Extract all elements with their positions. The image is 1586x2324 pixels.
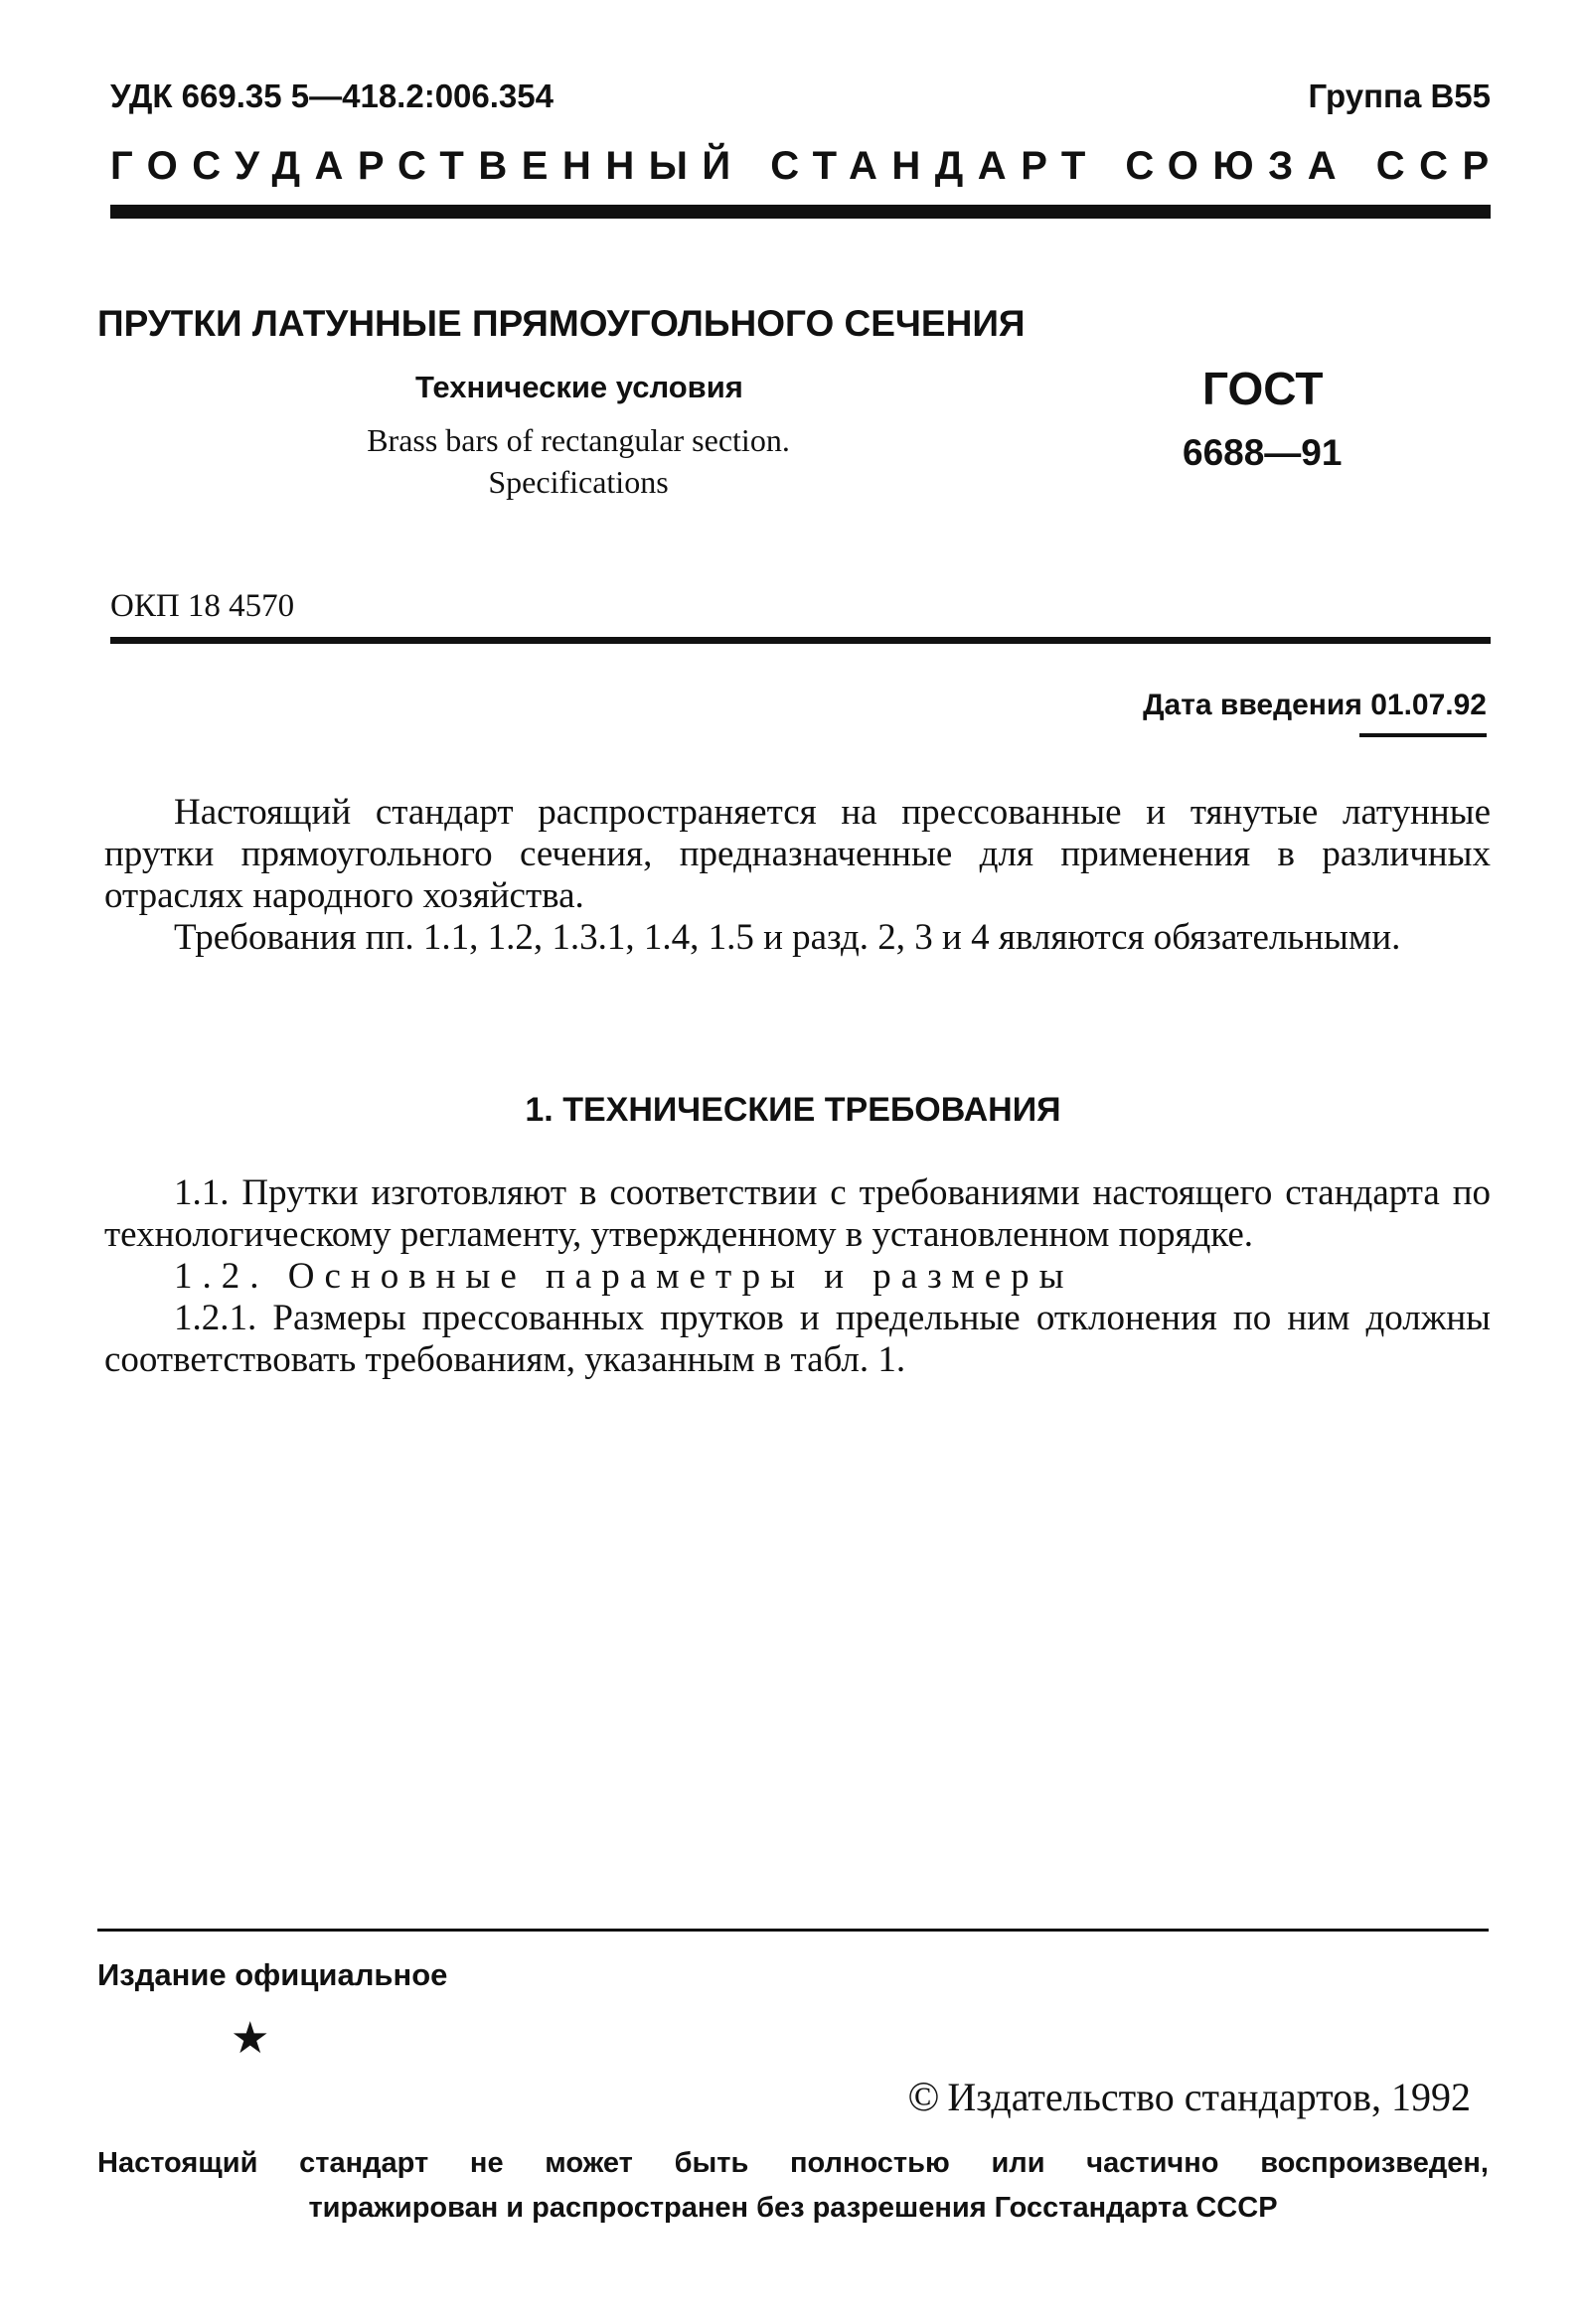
udk-code: УДК 669.35 5—418.2:006.354 bbox=[110, 77, 554, 114]
subtitle-russian: Технические условия bbox=[415, 370, 743, 404]
introduction-date: Дата введения 01.07.92 bbox=[1143, 689, 1487, 721]
clause-1-2-1: 1.2.1. Размеры прессованных прутков и предельные отклонения по ним должны соответствовать требованиям, указанным в табл. 1. bbox=[104, 1298, 1491, 1380]
gost-number: 6688—91 bbox=[1183, 432, 1343, 473]
subtitle-english-line-2: Specifications bbox=[488, 464, 669, 500]
state-standard-banner: ГОСУДАРСТВЕННЫЙ СТАНДАРТ СОЮЗА ССР bbox=[110, 144, 1504, 188]
copyright-icon: © bbox=[907, 2075, 940, 2120]
intro-block bbox=[104, 792, 1491, 959]
subtitle-english bbox=[300, 419, 857, 503]
requirements-block bbox=[104, 1172, 1491, 1381]
okp-rule bbox=[110, 637, 1491, 644]
group-code: Группа В55 bbox=[1308, 77, 1491, 114]
header-rule bbox=[110, 205, 1491, 219]
copyright-line bbox=[907, 2074, 1471, 2121]
date-underline bbox=[1359, 733, 1487, 737]
document-title: ПРУТКИ ЛАТУННЫЕ ПРЯМОУГОЛЬНОГО СЕЧЕНИЯ bbox=[97, 303, 1026, 344]
copyright-text: Издательство стандартов, 1992 bbox=[947, 2075, 1471, 2119]
intro-paragraph-scope: Настоящий стандарт распространяется на прессованные и тянутые латунные прутки прямоугольного сечения, предназначенные для применения в различных отраслях народного хозяйства. bbox=[104, 792, 1491, 916]
star-icon: ★ bbox=[231, 2014, 270, 2063]
official-edition-label: Издание официальное bbox=[97, 1957, 448, 1992]
reproduction-notice-line-1: Настоящий стандарт не может быть полностью или частично воспроизведен, bbox=[97, 2147, 1489, 2179]
gost-label: ГОСТ bbox=[1202, 363, 1324, 414]
reproduction-notice-line-2: тиражирован и распространен без разрешения Госстандарта СССР bbox=[308, 2192, 1278, 2224]
clause-1-2: 1.2. Основные параметры и размеры bbox=[174, 1256, 1074, 1297]
footer-rule bbox=[97, 1929, 1489, 1932]
subtitle-english-line-1: Brass bars of rectangular section. bbox=[367, 422, 790, 458]
okp-code: ОКП 18 4570 bbox=[110, 588, 295, 624]
section-heading: 1. ТЕХНИЧЕСКИЕ ТРЕБОВАНИЯ bbox=[525, 1091, 1061, 1129]
clause-1-1: 1.1. Прутки изготовляют в соответствии с требованиями настоящего стандарта по технологическому регламенту, утвержденному в установленном порядке. bbox=[104, 1172, 1491, 1255]
intro-paragraph-mandatory: Требования пп. 1.1, 1.2, 1.3.1, 1.4, 1.5 и разд. 2, 3 и 4 являются обязательными. bbox=[174, 917, 1401, 958]
